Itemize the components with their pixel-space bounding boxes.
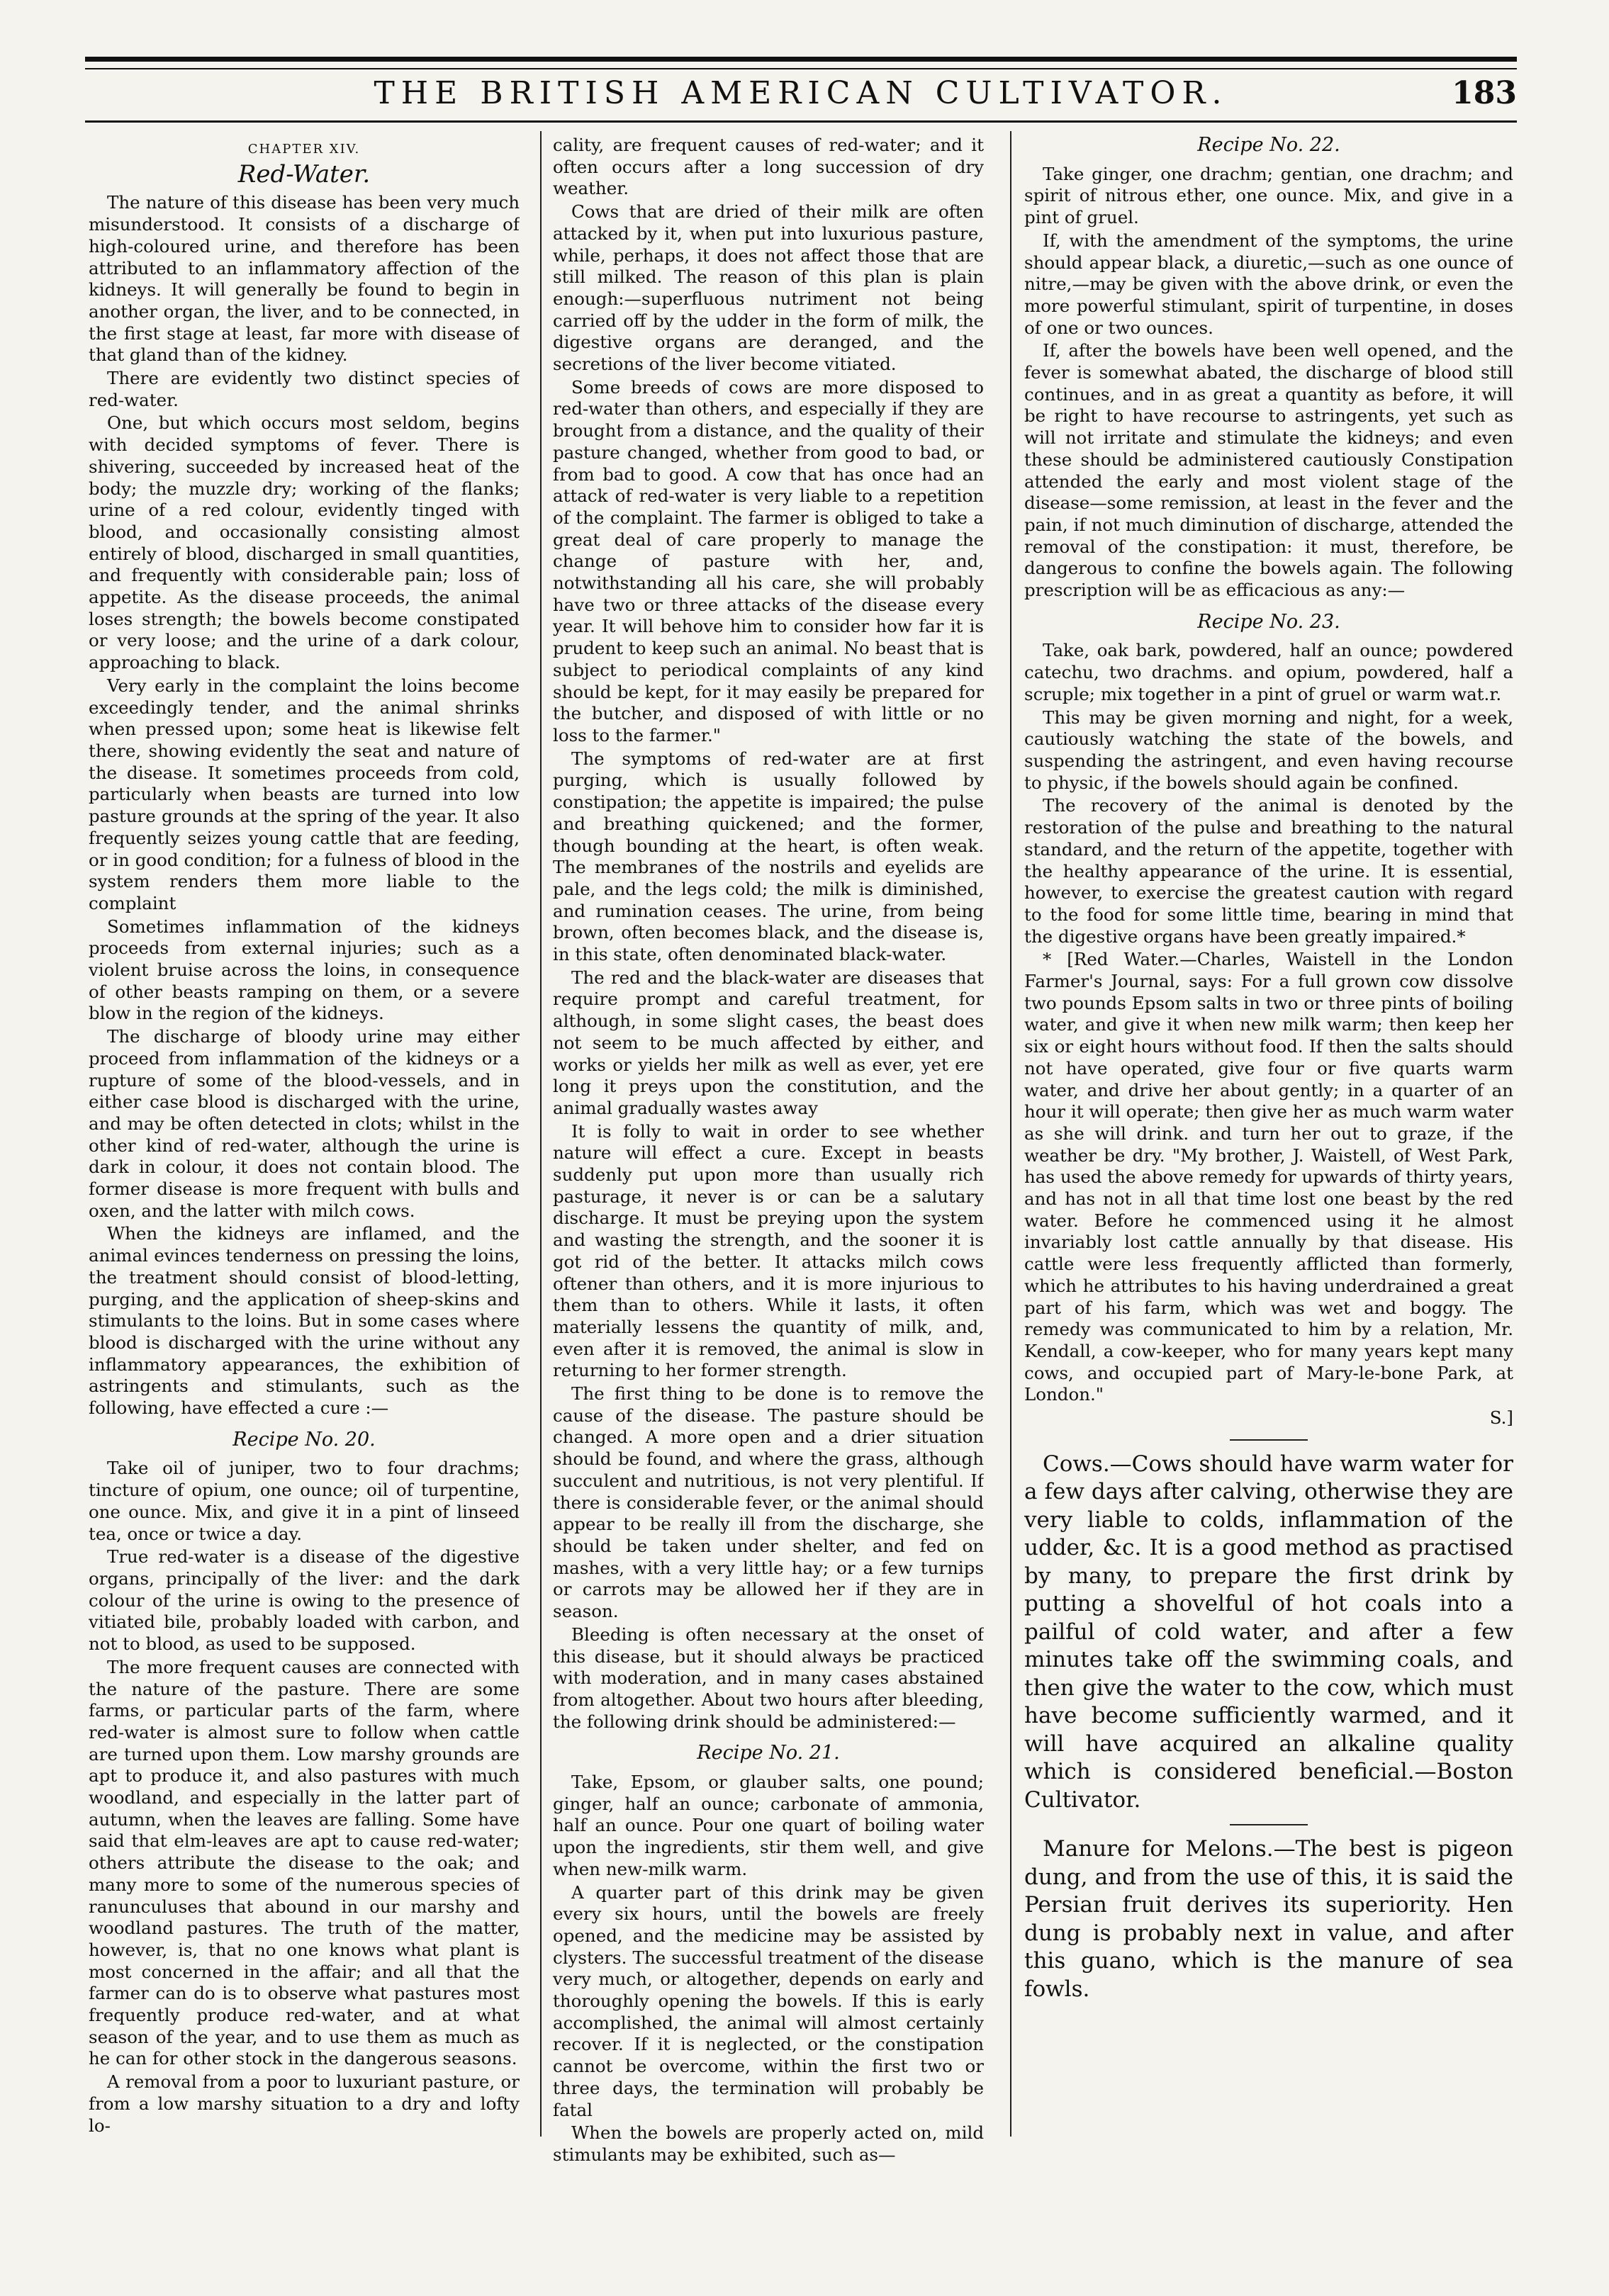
paragraph: The symptoms of red-water are at first purging, which is usually followed by constipation; the appetite is impaired; the pulse and breathing quickened; and the former, though bounding at the heart, is often weak. The membranes of the nostrils and eyelids are pale, and the legs cold; the milk is diminished, and rumination ceases. The urine, from being brown, often becomes black, and the disease is, in this state, often denominated black-water. <box>553 748 984 965</box>
cows-item <box>1024 1451 1513 1815</box>
paragraph: The first thing to be done is to remove the cause of the disease. The pasture should be changed. A more open and a drier situation should be found, and where the grass, although succulent and nutritious, is not very plentiful. If there is considerable fever, or the animal should appear to be really ill from the discharge, she should be taken under shelter, and fed on mashes, with a very little hay; or a few turnips or carrots may be allowed her if they are in season. <box>553 1383 984 1622</box>
paragraph: Some breeds of cows are more disposed to red-water than others, and especially if they are brought from a distance, and the quality of their pasture changed, whether from good to bad, or from bad to good. A cow that has once had an attack of red-water is very liable to a repetition of the complaint. The farmer is obliged to take a great deal of care properly to manage the change of pasture with her, and, notwithstanding all his care, she will probably have two or three attacks of the disease every year. It will behove him to consider how far it is prudent to keep such an animal. No beast that is subject to periodical complaints of any kind should be kept, for it may easily be prepared for the butcher, and disposed of with little or no loss to the farmer." <box>553 376 984 745</box>
paragraph: The recovery of the animal is denoted by the restoration of the pulse and breathing to the natural standard, and the return of the appetite, together with the healthy appearance of the urine. It is essential, however, to exercise the greatest caution with regard to the food for some little time, bearing in mind that the digestive organs have been greatly impaired.* <box>1024 795 1513 947</box>
section-divider <box>1230 1439 1308 1441</box>
paragraph: There are evidently two distinct species of red-water. <box>89 368 520 410</box>
paragraph: Take oil of juniper, two to four drachms; tincture of opium, one ounce; oil of turpentine, one ounce. Mix, and give it in a pint of linseed tea, once or twice a day. <box>89 1458 520 1544</box>
newspaper-title: THE BRITISH AMERICAN CULTIVATOR. <box>374 75 1228 111</box>
column-1 <box>89 135 520 2183</box>
paragraph: Very early in the complaint the loins become exceedingly tender, and the animal shrinks when pressed upon; some heat is likewise felt there, showing evidently the seat and nature of the disease. It sometimes proceeds from cold, particularly when beasts are turned into low pasture grounds at the spring of the year. It also frequently seizes young cattle that are feeding, or in good condition; for a fulness of blood in the system renders them more liable to the complaint <box>89 675 520 913</box>
paragraph: Bleeding is often necessary at the onset of this disease, but it should always be practiced with moderation, and in many cases abstained from altogether. About two hours after bleeding, the following drink should be administered:— <box>553 1623 984 1732</box>
paragraph: One, but which occurs most seldom, begins with decided symptoms of fever. There is shivering, succeeded by increased heat of the body; the muzzle dry; working of the flanks; urine of a red colour, evidently tinged with blood, and occasionally consisting almost entirely of blood, discharged in small quantities, and frequently with considerable pain; loss of appetite. As the disease proceeds, the animal loses strength; the bowels become constipated or very loose; and the urine of a dark colour, approaching to black. <box>89 412 520 673</box>
paragraph: The nature of this disease has been very much misunderstood. It consists of a discharge of high-coloured urine, and therefore has been attributed to an inflammatory affection of the kidneys. It will generally be found to begin in another organ, the liver, and to be connected, in the first stage at least, far more with disease of that gland than of the kidney. <box>89 192 520 366</box>
paragraph: Take ginger, one drachm; gentian, one drachm; and spirit of nitrous ether, one ounce. Mix, and give in a pint of gruel. <box>1024 163 1513 228</box>
paragraph: A quarter part of this drink may be given every six hours, until the bowels are freely opened, and the medicine may be assisted by clysters. The successful treatment of the disease very much, or altogether, depends on early and thoroughly opening the bowels. If this is early accomplished, the animal will almost certainly recover. If it is neglected, or the constipation cannot be overcome, within the first two or three days, the termination will probably be fatal <box>553 1881 984 2120</box>
recipe-heading: Recipe No. 22. <box>1197 135 1340 156</box>
melons-item <box>1024 1835 1513 2003</box>
column-3 <box>1024 135 1513 2183</box>
header-rule-thick <box>85 57 1517 62</box>
paragraph: The more frequent causes are connected with the nature of the pasture. There are some farms, or particular parts of the farm, where red-water is almost sure to follow when cattle are turned upon them. Low marshy grounds are apt to produce it, and also pastures with much woodland, and especially in the latter part of autumn, when the leaves are falling. Some have said that elm-leaves are apt to cause red-water; others attribute the disease to the oak; and many more to some of the numerous species of ranunculuses that abound in our marshy and woodland pastures. The truth of the matter, however, is, that no one knows what plant is most concerned in the affair; and all that the farmer can do is to observe what pastures most frequently produce red-water, and at what season of the year, and to use them as much as he can for other stock in the dangerous seasons. <box>89 1656 520 2069</box>
paragraph: A removal from a poor to luxuriant pasture, or from a low marshy situation to a dry and lofty lo- <box>89 2071 520 2136</box>
paragraph: When the kidneys are inflamed, and the animal evinces tenderness on pressing the loins, the treatment should consist of blood-letting, purging, and the application of sheep-skins and stimulants to the loins. But in some cases where blood is discharged with the urine without any inflammatory appearances, the exhibition of astringents and stimulants, such as the following, have effected a cure :— <box>89 1223 520 1419</box>
paragraph: Take, oak bark, powdered, half an ounce; powdered catechu, two drachms. and opium, powdered, half a scruple; mix together in a pint of gruel or warm wat.r. <box>1024 640 1513 704</box>
paragraph: Take, Epsom, or glauber salts, one pound; ginger, half an ounce; carbonate of ammonia, half an ounce. Pour one quart of boiling water upon the ingredients, stir them well, and give when new-milk warm. <box>553 1772 984 1879</box>
paragraph: The red and the black-water are diseases that require prompt and careful treatment, for although, in some slight cases, the beast does not seem to be much affected by either, and works or yields her milk as well as ever, yet ere long it preys upon the constitution, and the animal gradually wastes away <box>553 967 984 1118</box>
chapter-label: CHAPTER XIV. <box>247 142 361 157</box>
article-heading: Red-Water. <box>237 159 371 188</box>
column-divider-2 <box>1010 131 1011 2137</box>
paragraph: If, with the amendment of the symptoms, the urine should appear black, a diuretic,—such as one ounce of nitre,—may be given with the above drink, or even the more powerful stimulant, spirit of turpentine, in doses of one or two ounces. <box>1024 230 1513 338</box>
paragraph: It is folly to wait in order to see whether nature will effect a cure. Except in beasts suddenly put upon more than usually rich pasturage, it never is or can be a salutary discharge. It must be preying upon the system and wasting the strength, and the sooner it is got rid of the better. It attacks milch cows oftener than others, and it is more injurious to them than to others. While it lasts, it often materially lessens the quantity of milk, and, even after it is removed, the animal is slow in returning to her former strength. <box>553 1120 984 1381</box>
footnote-signature: S.] <box>1489 1407 1513 1429</box>
paragraph: Manure for Melons.—The best is pigeon dung, and from the use of this, it is said the Persian fruit derives its superiority. Hen dung is probably next in value, and after this guano, which is the manure of sea fowls. <box>1024 1836 1513 2002</box>
section-divider <box>1230 1824 1308 1825</box>
paragraph: When the bowels are properly acted on, mild stimulants may be exhibited, such as— <box>553 2122 984 2165</box>
masthead-rule <box>85 120 1517 123</box>
paragraph: Cows that are dried of their milk are often attacked by it, when put into luxurious pasture, while, perhaps, it does not affect those that are still milked. The reason of this plan is plain enough:—superfluous nutriment not being carried off by the udder in the form of milk, the digestive organs are deranged, and the secretions of the liver become vitiated. <box>553 201 984 375</box>
paragraph: Sometimes inflammation of the kidneys proceeds from external injuries; such as a violent bruise across the loins, in consequence of other beasts ramping on them, or a severe blow in the region of the kidneys. <box>89 916 520 1024</box>
paragraph: This may be given morning and night, for a week, cautiously watching the state of the bowels, and suspending the astringent, and even having recourse to physic, if the bowels should again be confined. <box>1024 707 1513 793</box>
recipe-heading: Recipe No. 23. <box>1197 610 1340 633</box>
paragraph: True red-water is a disease of the digestive organs, principally of the liver: and the dark colour of the urine is owing to the presence of vitiated bile, probably loaded with carbon, and not to blood, as used to be supposed. <box>89 1546 520 1655</box>
paragraph: If, after the bowels have been well opened, and the fever is somewhat abated, the discharge of blood still continues, and in as great a quantity as before, it will be right to have recourse to astringents, yet such as will not irritate and stimulate the kidneys; and even these should be administered cautiously Constipation attended the early and most violent stage of the disease—some remission, at least in the fever and the pain, if not much diminution of discharge, attended the removal of the constipation: it must, therefore, be dangerous to confine the bowels again. The following prescription will be as efficacious as any:— <box>1024 340 1513 601</box>
paragraph: Cows.—Cows should have warm water for a few days after calving, otherwise they are very liable to colds, inflammation of the udder, &c. It is a good method as practised by many, to prepare the first drink by putting a shovelful of hot coals into a pailful of cold water, and after a few minutes take off the swimming coals, and then give the water to the cow, which must have become sufficiently warmed, and it will have acquired an alkaline quality which is considered beneficial.—Boston Cultivator. <box>1024 1451 1513 1813</box>
footnote: * [Red Water.—Charles, Waistell in the London Farmer's Journal, says: For a full grown cow dissolve two pounds Epsom salts in two or three pints of boiling water, and give it when new milk warm; then keep her six or eight hours without food. If then the salts should not have operated, give four or five quarts warm water, and drive her about gently; in a quarter of an hour it will operate; then give her as much warm water as she will drink. and turn her out to graze, if the weather be dry. "My brother, J. Waistell, of West Park, has used the above remedy for upwards of thirty years, and has not in all that time lost one beast by the red water. Before he commenced using it he almost invariably lost cattle annually by that disease. His cattle were less frequently afflicted than formerly, which he attributes to his having underdrained a great part of his farm, which was wet and boggy. The remedy was communicated to him by a relation, Mr. Kendall, a cow-keeper, who for many years kept many cows, and occupied part of Mary-le-bone Park, at London." <box>1024 949 1513 1405</box>
header-rule-thin <box>85 68 1517 69</box>
column-divider-1 <box>540 131 542 2137</box>
paragraph: The discharge of bloody urine may either proceed from inflammation of the kidneys or a rupture of some of the blood-vessels, and in either case blood is discharged with the urine, and may be often detected in clots; whilst in the other kind of red-water, although the urine is dark in colour, it does not contain blood. The former disease is more frequent with bulls and oxen, and the latter with milch cows. <box>89 1026 520 1221</box>
masthead <box>85 75 1517 118</box>
paragraph: cality, are frequent causes of red-water; and it often occurs after a long succession of dry weather. <box>553 135 984 199</box>
recipe-heading: Recipe No. 21. <box>697 1742 840 1765</box>
page-number: 183 <box>1452 75 1517 111</box>
column-2 <box>553 135 984 2183</box>
recipe-heading: Recipe No. 20. <box>232 1428 376 1451</box>
